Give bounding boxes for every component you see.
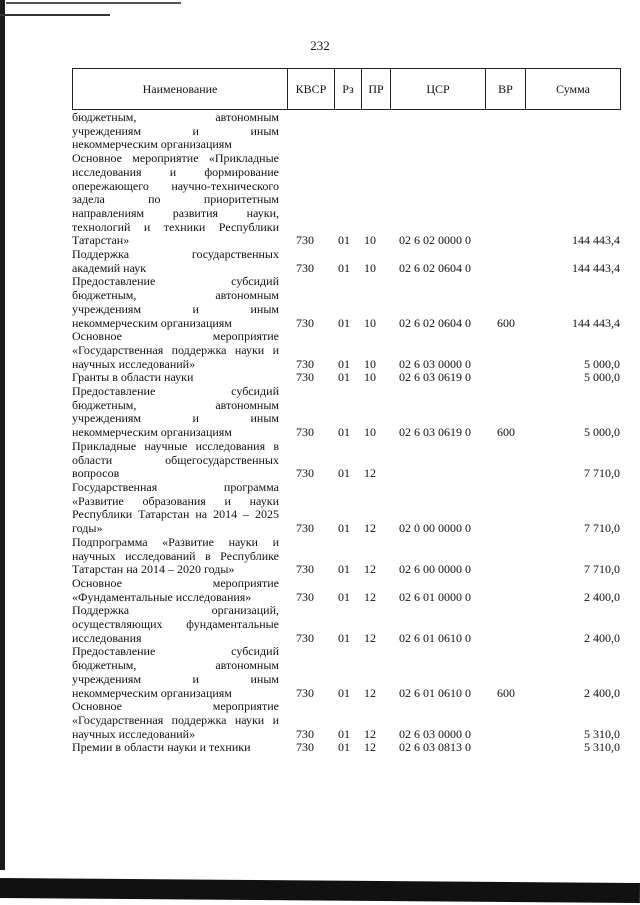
row-name — [72, 577, 279, 604]
row-name-line: Основное мероприятие — [72, 699, 279, 714]
row-name-line: бюджетным, автономным — [72, 397, 279, 412]
row-name-line: «Государственная поддержка науки и — [72, 342, 279, 357]
row-name — [72, 248, 279, 275]
row-name-line: исследования — [72, 630, 142, 645]
row-kvsr: 730 — [296, 562, 314, 577]
row-pr: 10 — [364, 315, 376, 330]
row-csr: 02 6 00 0000 0 — [399, 562, 471, 577]
row-name-line: Гранты в области науки — [72, 370, 194, 385]
row-name — [72, 440, 279, 481]
row-csr: 02 6 02 0000 0 — [399, 233, 471, 248]
row-csr: 02 6 03 0000 0 — [399, 356, 471, 371]
row-pr: 12 — [364, 740, 376, 755]
row-name-line: учреждениям и иным — [72, 671, 279, 686]
row-sum: 5 000,0 — [584, 370, 620, 385]
row-name — [72, 536, 279, 577]
row-csr: 02 6 02 0604 0 — [399, 260, 471, 275]
row-name-line: Основное мероприятие — [72, 575, 279, 590]
row-csr: 02 6 03 0619 0 — [399, 370, 471, 385]
row-kvsr: 730 — [296, 521, 314, 536]
row-name — [72, 275, 279, 330]
row-name-line: «Государственная поддержка науки и — [72, 712, 279, 727]
row-sum: 2 400,0 — [584, 685, 620, 700]
table-row — [72, 385, 620, 440]
row-name-line: Премии в области науки и техники — [72, 740, 251, 755]
row-sum: 7 710,0 — [584, 466, 620, 481]
row-pr: 12 — [364, 521, 376, 536]
row-csr: 02 6 03 0000 0 — [399, 726, 471, 741]
row-name-line: научных исследований в Республике — [72, 548, 279, 563]
row-pr: 12 — [364, 589, 376, 604]
header-rz: Рз — [335, 69, 362, 110]
row-sum: 144 443,4 — [572, 260, 620, 275]
row-pr: 10 — [364, 356, 376, 371]
row-rz: 01 — [338, 562, 350, 577]
row-rz: 01 — [338, 425, 350, 440]
table-row — [72, 577, 620, 604]
row-name-line: направлениям развития науки, — [72, 205, 279, 220]
row-name-line: Татарстан на 2014 – 2020 годы» — [72, 562, 235, 577]
row-kvsr: 730 — [296, 589, 314, 604]
row-pr: 12 — [364, 562, 376, 577]
row-pr: 10 — [364, 233, 376, 248]
row-name-line: исследования и формирование — [72, 164, 279, 179]
row-kvsr: 730 — [296, 356, 314, 371]
row-name-line: бюджетным, автономным — [72, 658, 279, 673]
row-sum: 5 000,0 — [584, 425, 620, 440]
row-name — [72, 481, 279, 536]
row-vr: 600 — [497, 425, 515, 440]
header-csr: ЦСР — [391, 69, 486, 110]
row-name-line: Предоставление субсидий — [72, 644, 279, 659]
row-name-line: некоммерческим организациям — [72, 315, 232, 330]
header-pr: ПР — [362, 69, 391, 110]
row-pr: 10 — [364, 425, 376, 440]
row-csr: 02 0 00 0000 0 — [399, 521, 471, 536]
table-row — [72, 481, 620, 536]
row-rz: 01 — [338, 466, 350, 481]
row-rz: 01 — [338, 315, 350, 330]
row-rz: 01 — [338, 370, 350, 385]
row-rz: 01 — [338, 233, 350, 248]
row-name-line: Татарстан» — [72, 233, 130, 248]
row-name-line: области общегосударственных — [72, 452, 279, 467]
scan-edge-top — [6, 2, 181, 4]
row-name-line: некоммерческим организациям — [72, 685, 232, 700]
row-kvsr: 730 — [296, 370, 314, 385]
scan-edge-top-secondary — [0, 14, 110, 16]
row-name — [72, 371, 279, 385]
row-name-line: Основное мероприятие «Прикладные — [72, 151, 279, 166]
row-sum: 144 443,4 — [572, 315, 620, 330]
row-name — [72, 645, 279, 700]
row-sum: 5 310,0 — [584, 726, 620, 741]
row-kvsr: 730 — [296, 740, 314, 755]
row-name — [72, 330, 279, 371]
row-pr: 12 — [364, 726, 376, 741]
row-kvsr: 730 — [296, 260, 314, 275]
row-csr: 02 6 02 0604 0 — [399, 315, 471, 330]
row-sum: 144 443,4 — [572, 233, 620, 248]
row-name — [72, 604, 279, 645]
row-name-line: «Фундаментальные исследования» — [72, 589, 252, 604]
scan-edge-left — [0, 0, 5, 870]
row-name-line: задела по приоритетным — [72, 192, 279, 207]
row-kvsr: 730 — [296, 466, 314, 481]
page-number: 232 — [310, 38, 330, 53]
row-sum: 2 400,0 — [584, 630, 620, 645]
table-row — [72, 700, 620, 741]
row-name-line: вопросов — [72, 466, 120, 481]
row-rz: 01 — [338, 685, 350, 700]
table-header — [72, 68, 621, 110]
row-kvsr: 730 — [296, 630, 314, 645]
row-name-line: Предоставление субсидий — [72, 384, 279, 399]
row-csr: 02 6 03 0619 0 — [399, 425, 471, 440]
row-name-line: академий наук — [72, 260, 147, 275]
row-csr: 02 6 01 0610 0 — [399, 630, 471, 645]
table-row — [72, 248, 620, 275]
row-name-line: Подпрограмма «Развитие науки и — [72, 534, 279, 549]
row-csr: 02 6 03 0813 0 — [399, 740, 471, 755]
row-sum: 7 710,0 — [584, 562, 620, 577]
row-name-line: Предоставление субсидий — [72, 274, 279, 289]
row-name-line: Республики Татарстан на 2014 – 2025 — [72, 507, 279, 522]
row-rz: 01 — [338, 521, 350, 536]
row-name-line: учреждениям и иным — [72, 123, 279, 138]
row-sum: 7 710,0 — [584, 521, 620, 536]
row-pr: 12 — [364, 466, 376, 481]
row-pr: 12 — [364, 630, 376, 645]
row-sum: 5 310,0 — [584, 740, 620, 755]
row-name-line: учреждениям и иным — [72, 301, 279, 316]
row-name-line: Государственная программа — [72, 479, 279, 494]
row-name — [72, 385, 279, 440]
row-name-line: «Развитие образования и науки — [72, 493, 279, 508]
row-kvsr: 730 — [296, 726, 314, 741]
row-name-line: научных исследований» — [72, 356, 196, 371]
row-name-line: годы» — [72, 521, 103, 536]
row-rz: 01 — [338, 589, 350, 604]
row-name-line: научных исследований» — [72, 726, 196, 741]
row-csr: 02 6 01 0000 0 — [399, 589, 471, 604]
row-rz: 01 — [338, 740, 350, 755]
row-name-line: осуществляющих фундаментальные — [72, 617, 279, 632]
scan-edge-bottom — [0, 878, 640, 903]
row-name — [72, 111, 279, 152]
table-row — [72, 371, 620, 385]
row-name-line: опережающего научно-технического — [72, 178, 279, 193]
row-csr: 02 6 01 0610 0 — [399, 685, 471, 700]
row-pr: 12 — [364, 685, 376, 700]
row-vr: 600 — [497, 315, 515, 330]
row-kvsr: 730 — [296, 315, 314, 330]
table-row — [72, 111, 620, 152]
header-kvsr: КВСР — [288, 69, 335, 110]
row-kvsr: 730 — [296, 425, 314, 440]
table-row — [72, 645, 620, 700]
row-kvsr: 730 — [296, 685, 314, 700]
row-name — [72, 152, 279, 248]
row-name-line: технологий и техники Республики — [72, 219, 279, 234]
table-row — [72, 440, 620, 481]
row-rz: 01 — [338, 356, 350, 371]
row-name-line: Поддержка организаций, — [72, 603, 279, 618]
row-kvsr: 730 — [296, 233, 314, 248]
header-name: Наименование — [73, 69, 288, 110]
header-vr: ВР — [486, 69, 526, 110]
header-sum: Сумма — [526, 69, 621, 110]
row-rz: 01 — [338, 630, 350, 645]
table-row — [72, 275, 620, 330]
table-row — [72, 604, 620, 645]
row-rz: 01 — [338, 260, 350, 275]
table-row — [72, 741, 620, 755]
row-pr: 10 — [364, 370, 376, 385]
row-name — [72, 700, 279, 741]
row-sum: 5 000,0 — [584, 356, 620, 371]
row-name-line: бюджетным, автономным — [72, 110, 279, 124]
table-row — [72, 152, 620, 248]
row-sum: 2 400,0 — [584, 589, 620, 604]
table-body — [72, 111, 620, 755]
row-rz: 01 — [338, 726, 350, 741]
row-name-line: Основное мероприятие — [72, 329, 279, 344]
row-name-line: учреждениям и иным — [72, 411, 279, 426]
row-name-line: некоммерческим организациям — [72, 425, 232, 440]
row-name-line: Прикладные научные исследования в — [72, 438, 279, 453]
row-name — [72, 741, 279, 755]
row-name-line: Поддержка государственных — [72, 247, 279, 262]
table-row — [72, 330, 620, 371]
row-name-line: бюджетным, автономным — [72, 288, 279, 303]
row-name-line: некоммерческим организациям — [72, 137, 232, 152]
table-row — [72, 536, 620, 577]
row-pr: 10 — [364, 260, 376, 275]
row-vr: 600 — [497, 685, 515, 700]
